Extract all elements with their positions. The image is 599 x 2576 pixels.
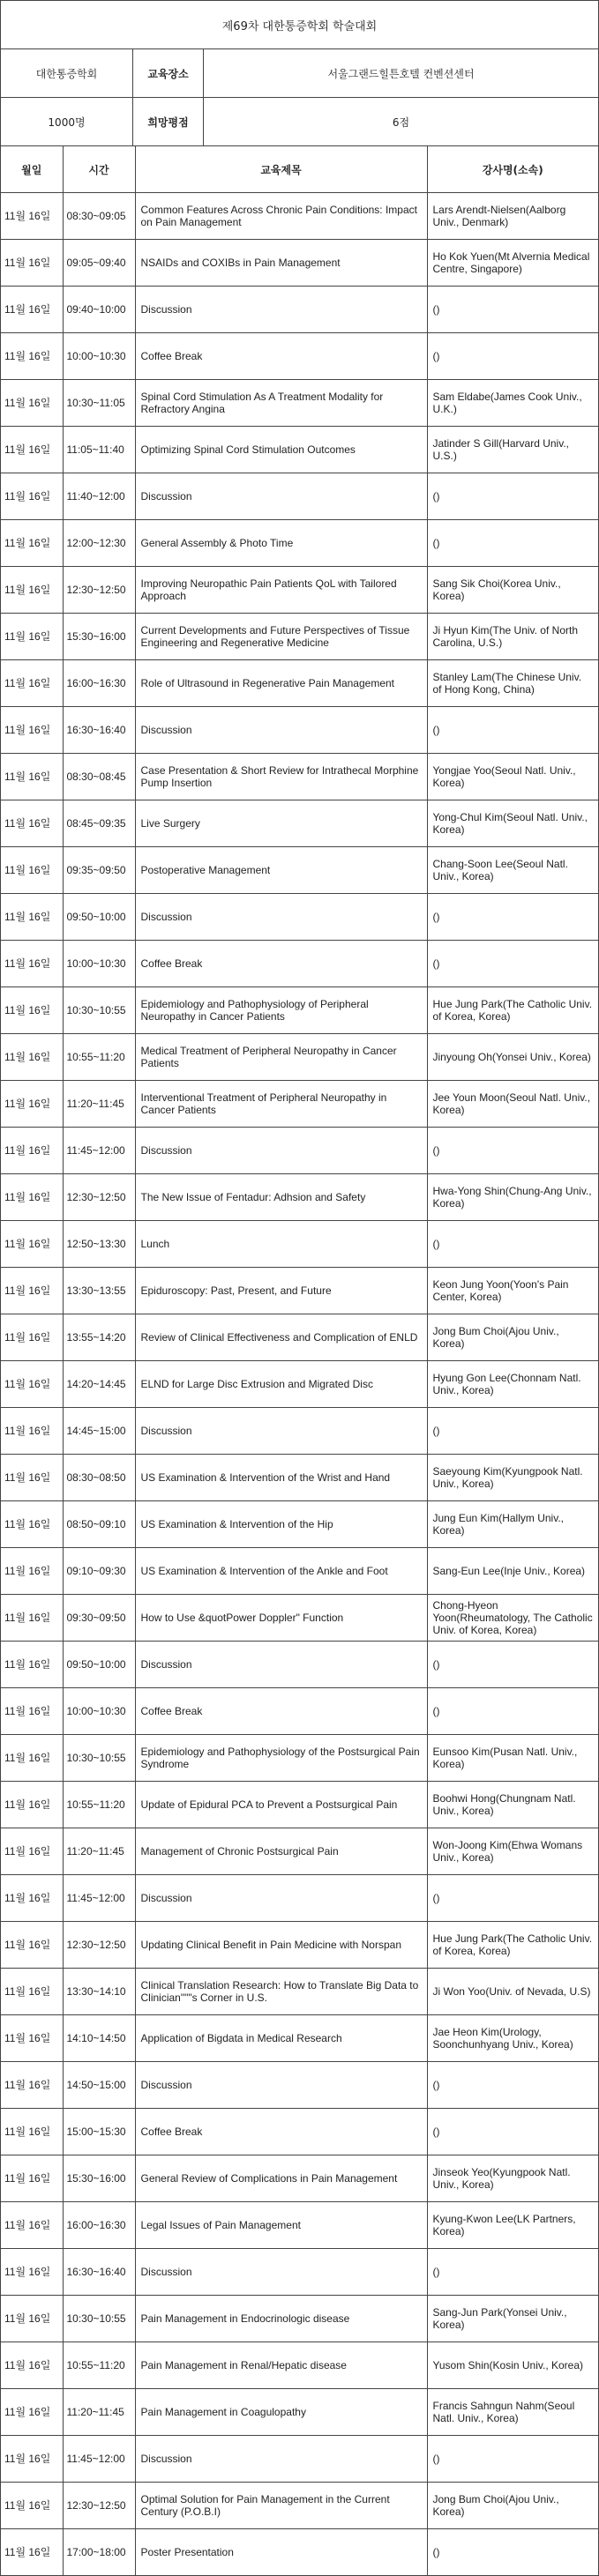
session-date: 11월 16일 [1,193,63,240]
session-time: 13:30~13:55 [63,1268,135,1314]
session-speaker: Won-Joong Kim(Ehwa Womans Univ., Korea) [427,1828,598,1875]
table-row [1,1782,598,1828]
session-date: 11월 16일 [1,2249,63,2296]
table-row [1,2109,598,2155]
session-date: 11월 16일 [1,1314,63,1361]
session-date: 11월 16일 [1,380,63,427]
session-title: Spinal Cord Stimulation As A Treatment Modality for Refractory Angina [135,380,427,427]
table-row [1,1034,598,1081]
session-speaker: Hyung Gon Lee(Chonnam Natl. Univ., Korea) [427,1361,598,1408]
session-speaker: () [427,1688,598,1735]
session-date: 11월 16일 [1,1735,63,1782]
session-title: Discussion [135,1408,427,1455]
session-title: Optimal Solution for Pain Management in the Current Century (P.O.B.I) [135,2483,427,2529]
points-label: 희망평점 [133,98,204,145]
table-row [1,2015,598,2062]
session-date: 11월 16일 [1,2202,63,2249]
session-time: 10:30~11:05 [63,380,135,427]
session-title: Improving Neuropathic Pain Patients QoL with Tailored Approach [135,567,427,614]
session-date: 11월 16일 [1,333,63,380]
table-row [1,520,598,567]
table-row [1,333,598,380]
session-title: Epidemiology and Pathophysiology of Peripheral Neuropathy in Cancer Patients [135,987,427,1034]
session-date: 11월 16일 [1,1455,63,1501]
session-speaker: Ji Hyun Kim(The Univ. of North Carolina, U.S.) [427,614,598,660]
table-row [1,1314,598,1361]
table-row [1,427,598,473]
session-speaker: Yong-Chul Kim(Seoul Natl. Univ., Korea) [427,800,598,847]
session-title: Current Developments and Future Perspectives of Tissue Engineering and Regenerative Medicine [135,614,427,660]
session-date: 11월 16일 [1,1875,63,1922]
session-title: Coffee Break [135,333,427,380]
table-row [1,1361,598,1408]
table-row [1,1501,598,1548]
session-date: 11월 16일 [1,1221,63,1268]
session-title: Case Presentation & Short Review for Intrathecal Morphine Pump Insertion [135,754,427,800]
session-date: 11월 16일 [1,1361,63,1408]
session-speaker: Jong Bum Choi(Ajou Univ., Korea) [427,1314,598,1361]
session-title: Discussion [135,2249,427,2296]
session-time: 12:30~12:50 [63,2483,135,2529]
session-date: 11월 16일 [1,2529,63,2576]
session-title: Discussion [135,1128,427,1174]
session-time: 12:30~12:50 [63,1922,135,1969]
session-date: 11월 16일 [1,1081,63,1128]
column-header-date: 월일 [1,146,63,193]
session-time: 12:00~12:30 [63,520,135,567]
session-date: 11월 16일 [1,2389,63,2436]
session-title: ELND for Large Disc Extrusion and Migrated Disc [135,1361,427,1408]
session-speaker: Sang Sik Choi(Korea Univ., Korea) [427,567,598,614]
session-time: 14:45~15:00 [63,1408,135,1455]
session-title: Role of Ultrasound in Regenerative Pain Management [135,660,427,707]
session-date: 11월 16일 [1,941,63,987]
table-row [1,847,598,894]
table-row [1,1455,598,1501]
session-title: Discussion [135,2436,427,2483]
session-title: Discussion [135,707,427,754]
table-row [1,800,598,847]
session-title: Live Surgery [135,800,427,847]
session-speaker: () [427,1221,598,1268]
table-row [1,1828,598,1875]
session-title: US Examination & Intervention of the Hip [135,1501,427,1548]
session-title: Common Features Across Chronic Pain Conditions: Impact on Pain Management [135,193,427,240]
session-title: Updating Clinical Benefit in Pain Medicine with Norspan [135,1922,427,1969]
session-date: 11월 16일 [1,660,63,707]
session-title: Discussion [135,1642,427,1688]
session-title: Discussion [135,894,427,941]
session-speaker: Hue Jung Park(The Catholic Univ. of Korea, Korea) [427,1922,598,1969]
session-date: 11월 16일 [1,567,63,614]
session-time: 10:00~10:30 [63,941,135,987]
session-date: 11월 16일 [1,1782,63,1828]
table-row [1,1595,598,1642]
session-time: 16:00~16:30 [63,660,135,707]
session-speaker: Francis Sahngun Nahm(Seoul Natl. Univ., Korea) [427,2389,598,2436]
session-date: 11월 16일 [1,1034,63,1081]
table-row [1,2249,598,2296]
table-row [1,1128,598,1174]
session-speaker: () [427,941,598,987]
session-title: Coffee Break [135,941,427,987]
session-date: 11월 16일 [1,1174,63,1221]
table-row [1,2529,598,2576]
session-time: 10:30~10:55 [63,987,135,1034]
session-speaker: () [427,707,598,754]
session-speaker: Ji Won Yoo(Univ. of Nevada, U.S) [427,1969,598,2015]
column-header-title: 교육제목 [135,146,427,193]
session-speaker: Kyung-Kwon Lee(LK Partners, Korea) [427,2202,598,2249]
session-time: 09:05~09:40 [63,240,135,287]
session-time: 11:20~11:45 [63,1081,135,1128]
session-date: 11월 16일 [1,2436,63,2483]
session-time: 10:00~10:30 [63,1688,135,1735]
session-time: 17:00~18:00 [63,2529,135,2576]
session-date: 11월 16일 [1,1408,63,1455]
session-speaker: () [427,2062,598,2109]
session-speaker: Jung Eun Kim(Hallym Univ., Korea) [427,1501,598,1548]
table-row [1,2342,598,2389]
session-time: 12:30~12:50 [63,567,135,614]
session-date: 11월 16일 [1,1969,63,2015]
session-title: The New Issue of Fentadur: Adhsion and Safety [135,1174,427,1221]
points-value: 6점 [392,115,410,129]
session-time: 15:30~16:00 [63,2155,135,2202]
session-title: Review of Clinical Effectiveness and Complication of ENLD [135,1314,427,1361]
session-date: 11월 16일 [1,2342,63,2389]
table-row [1,754,598,800]
info-row-points [1,98,598,146]
session-time: 10:30~10:55 [63,2296,135,2342]
table-row [1,660,598,707]
session-title: Pain Management in Coagulopathy [135,2389,427,2436]
session-time: 14:20~14:45 [63,1361,135,1408]
table-row [1,707,598,754]
table-row [1,1735,598,1782]
session-time: 09:50~10:00 [63,894,135,941]
session-speaker: () [427,1408,598,1455]
session-title: General Review of Complications in Pain Management [135,2155,427,2202]
session-title: Poster Presentation [135,2529,427,2576]
session-title: Update of Epidural PCA to Prevent a Postsurgical Pain [135,1782,427,1828]
session-date: 11월 16일 [1,1268,63,1314]
session-date: 11월 16일 [1,800,63,847]
session-time: 13:30~14:10 [63,1969,135,2015]
session-speaker: Stanley Lam(The Chinese Univ. of Hong Kong, China) [427,660,598,707]
session-title: Lunch [135,1221,427,1268]
session-title: Optimizing Spinal Cord Stimulation Outcomes [135,427,427,473]
session-title: Medical Treatment of Peripheral Neuropathy in Cancer Patients [135,1034,427,1081]
session-title: Pain Management in Endocrinologic disease [135,2296,427,2342]
session-time: 10:30~10:55 [63,1735,135,1782]
table-row [1,1174,598,1221]
session-date: 11월 16일 [1,287,63,333]
session-title: Discussion [135,2062,427,2109]
session-time: 13:55~14:20 [63,1314,135,1361]
session-title: How to Use &quotPower Doppler" Function [135,1595,427,1642]
session-time: 09:10~09:30 [63,1548,135,1595]
table-row [1,987,598,1034]
session-date: 11월 16일 [1,754,63,800]
session-speaker: Jatinder S Gill(Harvard Univ., U.S.) [427,427,598,473]
session-date: 11월 16일 [1,2155,63,2202]
session-speaker: Chong-Hyeon Yoon(Rheumatology, The Catholic Univ. of Korea, Korea) [427,1595,598,1642]
session-time: 09:35~09:50 [63,847,135,894]
session-speaker: () [427,287,598,333]
table-row [1,1548,598,1595]
session-time: 11:45~12:00 [63,2436,135,2483]
session-speaker: Yongjae Yoo(Seoul Natl. Univ., Korea) [427,754,598,800]
session-time: 11:05~11:40 [63,427,135,473]
session-speaker: () [427,1128,598,1174]
session-speaker: Sang-Jun Park(Yonsei Univ., Korea) [427,2296,598,2342]
session-title: Coffee Break [135,2109,427,2155]
session-time: 15:00~15:30 [63,2109,135,2155]
column-header-time: 시간 [63,146,135,193]
session-speaker: () [427,333,598,380]
page-title: 제69차 대한통증학회 학술대회 [1,1,598,49]
table-row [1,1408,598,1455]
session-speaker: Keon Jung Yoon(Yoon's Pain Center, Korea) [427,1268,598,1314]
session-date: 11월 16일 [1,427,63,473]
session-title: Coffee Break [135,1688,427,1735]
session-time: 08:50~09:10 [63,1501,135,1548]
session-date: 11월 16일 [1,894,63,941]
session-title: Application of Bigdata in Medical Research [135,2015,427,2062]
session-date: 11월 16일 [1,1828,63,1875]
table-row [1,614,598,660]
session-title: Postoperative Management [135,847,427,894]
session-title: US Examination & Intervention of the Wrist and Hand [135,1455,427,1501]
session-speaker: Sang-Eun Lee(Inje Univ., Korea) [427,1548,598,1595]
session-speaker: Jinseok Yeo(Kyungpook Natl. Univ., Korea) [427,2155,598,2202]
session-speaker: () [427,2436,598,2483]
society-name: 대한통증학회 [1,49,133,97]
session-time: 16:00~16:30 [63,2202,135,2249]
session-time: 10:55~11:20 [63,2342,135,2389]
session-date: 11월 16일 [1,987,63,1034]
table-row [1,894,598,941]
session-title: Epiduroscopy: Past, Present, and Future [135,1268,427,1314]
session-title: Management of Chronic Postsurgical Pain [135,1828,427,1875]
session-speaker: Hue Jung Park(The Catholic Univ. of Korea, Korea) [427,987,598,1034]
session-time: 12:50~13:30 [63,1221,135,1268]
session-title: Legal Issues of Pain Management [135,2202,427,2249]
table-row [1,1221,598,1268]
session-time: 08:30~09:05 [63,193,135,240]
session-date: 11월 16일 [1,1548,63,1595]
session-date: 11월 16일 [1,1128,63,1174]
table-row [1,1922,598,1969]
session-speaker: () [427,1875,598,1922]
session-time: 11:45~12:00 [63,1128,135,1174]
session-title: Discussion [135,473,427,520]
schedule-table [1,146,598,2575]
session-title: US Examination & Intervention of the Ankle and Foot [135,1548,427,1595]
session-time: 15:30~16:00 [63,614,135,660]
session-date: 11월 16일 [1,707,63,754]
table-row [1,1688,598,1735]
table-row [1,1969,598,2015]
session-time: 11:45~12:00 [63,1875,135,1922]
session-time: 08:30~08:45 [63,754,135,800]
table-row [1,2155,598,2202]
session-date: 11월 16일 [1,240,63,287]
session-date: 11월 16일 [1,614,63,660]
session-time: 12:30~12:50 [63,1174,135,1221]
table-row [1,2296,598,2342]
schedule-body [1,193,598,2576]
session-speaker: Jee Youn Moon(Seoul Natl. Univ., Korea) [427,1081,598,1128]
session-title: Clinical Translation Research: How to Translate Big Data to Clinician"""s Corner in U.S. [135,1969,427,2015]
session-date: 11월 16일 [1,2109,63,2155]
session-time: 14:10~14:50 [63,2015,135,2062]
session-time: 10:00~10:30 [63,333,135,380]
session-time: 10:55~11:20 [63,1034,135,1081]
session-time: 10:55~11:20 [63,1782,135,1828]
session-speaker: () [427,473,598,520]
session-time: 14:50~15:00 [63,2062,135,2109]
session-speaker: Jong Bum Choi(Ajou Univ., Korea) [427,2483,598,2529]
table-header-row [1,146,598,193]
venue-value: 서울그랜드힐튼호텔 컨벤션센터 [327,67,475,80]
session-speaker: Boohwi Hong(Chungnam Natl. Univ., Korea) [427,1782,598,1828]
session-time: 11:40~12:00 [63,473,135,520]
session-date: 11월 16일 [1,473,63,520]
session-date: 11월 16일 [1,2296,63,2342]
table-row [1,1642,598,1688]
session-speaker: Lars Arendt-Nielsen(Aalborg Univ., Denmark) [427,193,598,240]
session-speaker: Hwa-Yong Shin(Chung-Ang Univ., Korea) [427,1174,598,1221]
table-row [1,2389,598,2436]
session-time: 16:30~16:40 [63,2249,135,2296]
session-time: 11:20~11:45 [63,1828,135,1875]
session-date: 11월 16일 [1,1688,63,1735]
session-time: 09:50~10:00 [63,1642,135,1688]
session-title: Discussion [135,287,427,333]
table-row [1,2483,598,2529]
session-speaker: () [427,520,598,567]
session-speaker: () [427,2529,598,2576]
table-row [1,473,598,520]
session-date: 11월 16일 [1,1595,63,1642]
session-date: 11월 16일 [1,2062,63,2109]
session-time: 08:45~09:35 [63,800,135,847]
session-title: Interventional Treatment of Peripheral Neuropathy in Cancer Patients [135,1081,427,1128]
session-title: Pain Management in Renal/Hepatic disease [135,2342,427,2389]
session-speaker: Jinyoung Oh(Yonsei Univ., Korea) [427,1034,598,1081]
venue-label: 교육장소 [133,49,204,97]
table-row [1,2202,598,2249]
session-title: NSAIDs and COXIBs in Pain Management [135,240,427,287]
session-speaker: Jae Heon Kim(Urology, Soonchunhyang Univ., Korea) [427,2015,598,2062]
table-row [1,380,598,427]
capacity-value: 1000명 [1,98,133,145]
column-header-speaker: 강사명(소속) [427,146,598,193]
session-time: 11:20~11:45 [63,2389,135,2436]
session-time: 16:30~16:40 [63,707,135,754]
table-row [1,567,598,614]
table-row [1,941,598,987]
table-row [1,2436,598,2483]
session-speaker: () [427,2109,598,2155]
session-date: 11월 16일 [1,520,63,567]
session-title: Epidemiology and Pathophysiology of the Postsurgical Pain Syndrome [135,1735,427,1782]
session-date: 11월 16일 [1,1501,63,1548]
session-speaker: Yusom Shin(Kosin Univ., Korea) [427,2342,598,2389]
session-date: 11월 16일 [1,2015,63,2062]
session-speaker: Chang-Soon Lee(Seoul Natl. Univ., Korea) [427,847,598,894]
session-speaker: Saeyoung Kim(Kyungpook Natl. Univ., Korea) [427,1455,598,1501]
table-row [1,2062,598,2109]
info-row-venue [1,49,598,98]
table-row [1,240,598,287]
session-date: 11월 16일 [1,2483,63,2529]
table-row [1,1081,598,1128]
session-time: 09:30~09:50 [63,1595,135,1642]
session-date: 11월 16일 [1,1922,63,1969]
table-row [1,1268,598,1314]
session-date: 11월 16일 [1,1642,63,1688]
session-speaker: () [427,894,598,941]
session-time: 08:30~08:50 [63,1455,135,1501]
session-title: Discussion [135,1875,427,1922]
session-speaker: Eunsoo Kim(Pusan Natl. Univ., Korea) [427,1735,598,1782]
session-speaker: Ho Kok Yuen(Mt Alvernia Medical Centre, Singapore) [427,240,598,287]
table-row [1,193,598,240]
table-row [1,287,598,333]
session-speaker: () [427,2249,598,2296]
session-time: 09:40~10:00 [63,287,135,333]
session-date: 11월 16일 [1,847,63,894]
session-speaker: Sam Eldabe(James Cook Univ., U.K.) [427,380,598,427]
table-row [1,1875,598,1922]
session-speaker: () [427,1642,598,1688]
session-title: General Assembly & Photo Time [135,520,427,567]
